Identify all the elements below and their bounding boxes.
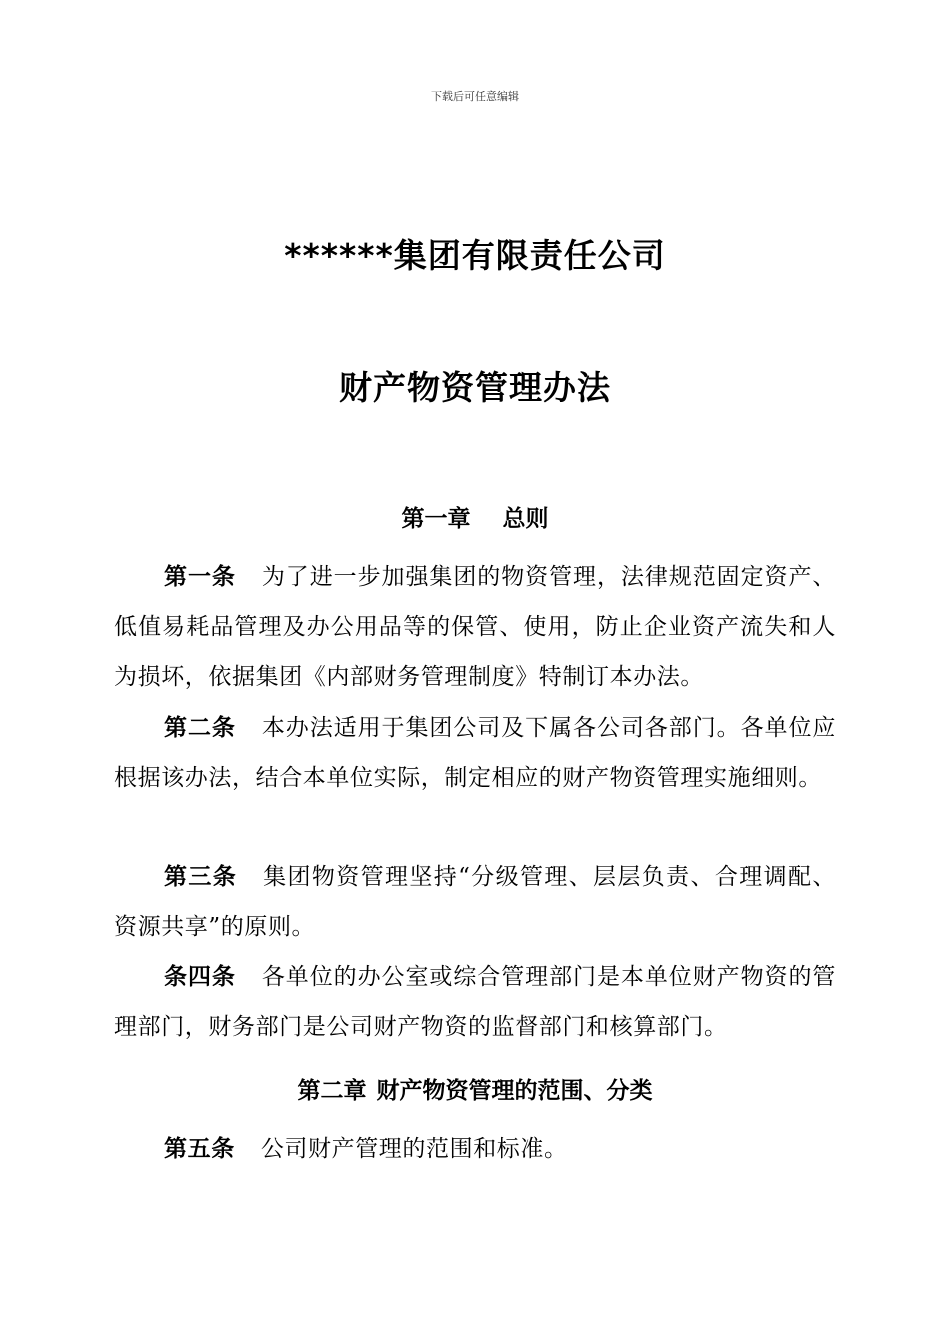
- chapter-heading-2: [0, 1072, 950, 1105]
- article-text: 为了进一步加强集团的物资管理，法律规范固定资产、低值易耗品管理及办公用品等的保管、使用，防止企业资产流失和人为损坏，依据集团《内部财务管理制度》特制订本办法。: [114, 564, 836, 690]
- header-note: 下载后可任意编辑: [431, 90, 519, 103]
- chapter-number: 第一章: [401, 506, 471, 532]
- article-5: [114, 1124, 836, 1174]
- article-text: 本办法适用于集团公司及下属各公司各部门。各单位应根据该办法，结合本单位实际，制定相应的财产物资管理实施细则。: [114, 715, 836, 791]
- article-text: 各单位的办公室或综合管理部门是本单位财产物资的管理部门，财务部门是公司财产物资的监督部门和核算部门。: [114, 964, 836, 1040]
- article-number: 第一条: [164, 564, 236, 590]
- article-number: 第二条: [164, 715, 236, 741]
- article-text: 集团物资管理坚持“分级管理、层层负责、合理调配、资源共享”的原则。: [114, 864, 836, 940]
- article-2: [114, 703, 836, 803]
- chapter-title: 总则: [502, 506, 549, 532]
- chapter-title: 财产物资管理的范围、分类: [376, 1078, 653, 1104]
- chapter-number: 第二章: [297, 1078, 367, 1104]
- article-number: 第三条: [164, 864, 238, 890]
- article-number: 第五条: [164, 1136, 235, 1162]
- article-1: [114, 552, 836, 702]
- article-3: [114, 852, 836, 952]
- article-text: 公司财产管理的范围和标准。: [260, 1136, 568, 1162]
- article-number: 条四条: [164, 964, 236, 990]
- document-title: 财产物资管理办法: [339, 368, 611, 407]
- chapter-heading-1: [0, 500, 950, 533]
- article-4: [114, 952, 836, 1052]
- company-title: ******集团有限责任公司: [284, 236, 666, 275]
